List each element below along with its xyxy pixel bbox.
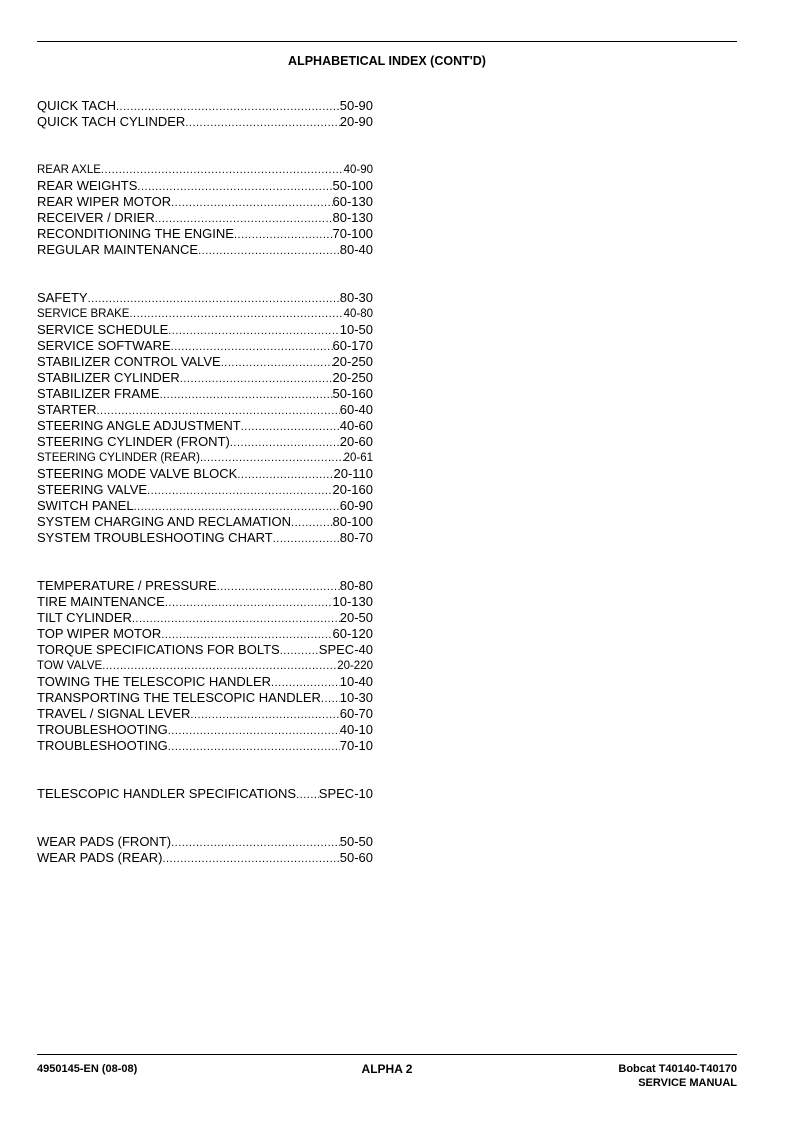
- index-term: STABILIZER CONTROL VALVE: [37, 354, 221, 369]
- index-entry: [37, 210, 373, 226]
- index-page-ref: 80-70: [339, 530, 373, 545]
- dot-leader: [129, 306, 343, 322]
- dot-leader: [168, 739, 340, 755]
- index-entry: [37, 482, 373, 498]
- header-rule: [37, 41, 737, 42]
- index-entry: [37, 178, 373, 194]
- index-page-ref: 20-160: [332, 482, 373, 497]
- index-term: STABILIZER FRAME: [37, 386, 160, 401]
- index-entry: [37, 194, 373, 210]
- index-entry: [37, 370, 373, 386]
- index-group: [37, 290, 373, 546]
- index-term: SERVICE SCHEDULE: [37, 322, 169, 337]
- index-term: TOWING THE TELESCOPIC HANDLER: [37, 674, 272, 689]
- index-term: TROUBLESHOOTING: [37, 722, 168, 737]
- dot-leader: [221, 355, 333, 371]
- index-page-ref: 10-50: [339, 322, 373, 337]
- index-term: QUICK TACH CYLINDER: [37, 114, 186, 129]
- index-entry: [37, 226, 373, 242]
- index-entry: [37, 578, 373, 594]
- index-entry: [37, 290, 373, 306]
- index-term: REAR WIPER MOTOR: [37, 194, 172, 209]
- index-page-ref: 20-90: [339, 114, 373, 129]
- dot-leader: [241, 419, 340, 435]
- index-term: TOW VALVE: [37, 660, 103, 672]
- index-entry: [37, 610, 373, 626]
- index-entry: [37, 738, 373, 754]
- manual-type: SERVICE MANUAL: [638, 1077, 737, 1089]
- index-entry: [37, 434, 373, 450]
- index-page-ref: 10-40: [339, 674, 373, 689]
- index-group: [37, 162, 373, 258]
- index-term: SERVICE SOFTWARE: [37, 338, 171, 353]
- index-entry: [37, 850, 373, 866]
- dot-leader: [217, 579, 340, 595]
- index-page-ref: 40-10: [339, 722, 373, 737]
- index-page-ref: 60-130: [332, 194, 373, 209]
- index-page-ref: 50-90: [339, 98, 373, 113]
- index-entry: [37, 242, 373, 258]
- index-term: TROUBLESHOOTING: [37, 738, 168, 753]
- dot-leader: [168, 323, 340, 339]
- footer-rule: [37, 1054, 737, 1055]
- index-page-ref: 60-70: [339, 706, 373, 721]
- dot-leader: [280, 643, 319, 659]
- index-term: STEERING CYLINDER (REAR): [37, 452, 200, 464]
- index-entry: [37, 530, 373, 546]
- index-page-ref: SPEC-40: [318, 642, 373, 657]
- index-page-ref: 60-120: [332, 626, 373, 641]
- index-term: TOP WIPER MOTOR: [37, 626, 162, 641]
- dot-leader: [101, 162, 344, 178]
- index-page-ref: SPEC-10: [318, 786, 373, 801]
- dot-leader: [168, 723, 340, 739]
- alphabetical-index: [37, 98, 373, 898]
- index-term: TRANSPORTING THE TELESCOPIC HANDLER: [37, 690, 321, 705]
- index-entry: [37, 674, 373, 690]
- index-entry: [37, 114, 373, 130]
- index-term: TRAVEL / SIGNAL LEVER: [37, 706, 191, 721]
- index-group: [37, 834, 373, 866]
- product-name: Bobcat T40140-T40170: [618, 1063, 737, 1075]
- index-page-ref: 50-50: [339, 834, 373, 849]
- dot-leader: [234, 227, 333, 243]
- dot-leader: [271, 675, 340, 691]
- index-entry: [37, 626, 373, 642]
- index-group: [37, 98, 373, 130]
- index-term: STEERING ANGLE ADJUSTMENT: [37, 418, 241, 433]
- dot-leader: [200, 450, 344, 466]
- index-page-ref: 40-60: [339, 418, 373, 433]
- dot-leader: [161, 627, 332, 643]
- dot-leader: [185, 115, 339, 131]
- index-term: TORQUE SPECIFICATIONS FOR BOLTS: [37, 642, 280, 657]
- index-page-ref: 40-80: [343, 308, 373, 320]
- index-group: [37, 578, 373, 754]
- index-entry: [37, 98, 373, 114]
- document-number: 4950145-EN (08-08): [37, 1063, 138, 1075]
- index-group: [37, 786, 373, 802]
- dot-leader: [237, 467, 333, 483]
- index-entry: [37, 834, 373, 850]
- index-page-ref: 80-30: [339, 290, 373, 305]
- index-term: RECONDITIONING THE ENGINE: [37, 226, 234, 241]
- index-page-ref: 50-100: [332, 178, 373, 193]
- index-term: STABILIZER CYLINDER: [37, 370, 180, 385]
- index-term: STEERING VALVE: [37, 482, 148, 497]
- index-page-ref: 60-170: [332, 338, 373, 353]
- index-page-ref: 20-220: [337, 660, 373, 672]
- dot-leader: [296, 787, 319, 803]
- dot-leader: [88, 291, 340, 307]
- index-term: SYSTEM CHARGING AND RECLAMATION: [37, 514, 292, 529]
- index-entry: [37, 402, 373, 418]
- index-page-ref: 60-40: [339, 402, 373, 417]
- index-entry: [37, 514, 373, 530]
- index-term: SWITCH PANEL: [37, 498, 134, 513]
- index-entry: [37, 690, 373, 706]
- dot-leader: [171, 339, 333, 355]
- product-title: [618, 1062, 737, 1090]
- index-page-ref: 70-10: [339, 738, 373, 753]
- index-entry: [37, 706, 373, 722]
- dot-leader: [116, 99, 340, 115]
- index-page-ref: 60-90: [339, 498, 373, 513]
- index-page-ref: 20-250: [332, 370, 373, 385]
- index-page-ref: 10-30: [339, 690, 373, 705]
- dot-leader: [171, 195, 332, 211]
- index-term: SERVICE BRAKE: [37, 308, 130, 320]
- dot-leader: [147, 483, 332, 499]
- index-page-ref: 70-100: [332, 226, 373, 241]
- index-page-ref: 20-110: [333, 466, 373, 481]
- dot-leader: [230, 435, 340, 451]
- dot-leader: [162, 851, 339, 867]
- page-title: ALPHABETICAL INDEX (CONT'D): [288, 54, 486, 68]
- index-term: SYSTEM TROUBLESHOOTING CHART: [37, 530, 273, 545]
- index-entry: [37, 418, 373, 434]
- dot-leader: [96, 403, 339, 419]
- index-entry: [37, 786, 373, 802]
- dot-leader: [102, 658, 337, 674]
- dot-leader: [180, 371, 333, 387]
- index-entry: [37, 466, 373, 482]
- index-term: REAR AXLE: [37, 164, 101, 176]
- dot-leader: [273, 531, 340, 547]
- index-entry: [37, 642, 373, 658]
- index-term: TELESCOPIC HANDLER SPECIFICATIONS: [37, 786, 297, 801]
- index-page-ref: 20-60: [339, 434, 373, 449]
- index-page-ref: 80-40: [339, 242, 373, 257]
- index-term: TEMPERATURE / PRESSURE: [37, 578, 217, 593]
- dot-leader: [137, 179, 332, 195]
- index-page-ref: 20-250: [332, 354, 373, 369]
- index-page-ref: 40-90: [343, 164, 373, 176]
- index-entry: [37, 498, 373, 514]
- index-page-ref: 80-130: [332, 210, 373, 225]
- index-page-ref: 20-61: [343, 452, 373, 464]
- index-entry: [37, 722, 373, 738]
- dot-leader: [198, 243, 340, 259]
- index-page-ref: 20-50: [339, 610, 373, 625]
- index-page-ref: 80-100: [332, 514, 373, 529]
- index-term: STEERING CYLINDER (FRONT): [37, 434, 230, 449]
- index-term: QUICK TACH: [37, 98, 116, 113]
- index-page-ref: 50-160: [332, 386, 373, 401]
- index-entry: [37, 338, 373, 354]
- index-entry: [37, 594, 373, 610]
- dot-leader: [190, 707, 339, 723]
- dot-leader: [291, 515, 333, 531]
- dot-leader: [132, 611, 340, 627]
- dot-leader: [165, 595, 333, 611]
- dot-leader: [171, 835, 340, 851]
- index-term: REAR WEIGHTS: [37, 178, 138, 193]
- index-page-ref: 80-80: [339, 578, 373, 593]
- index-entry: [37, 306, 373, 322]
- index-term: TIRE MAINTENANCE: [37, 594, 165, 609]
- index-term: TILT CYLINDER: [37, 610, 132, 625]
- page-label: ALPHA 2: [361, 1062, 413, 1076]
- index-term: WEAR PADS (REAR): [37, 850, 163, 865]
- index-entry: [37, 386, 373, 402]
- index-term: WEAR PADS (FRONT): [37, 834, 172, 849]
- index-term: RECEIVER / DRIER: [37, 210, 155, 225]
- index-term: STEERING MODE VALVE BLOCK: [37, 466, 238, 481]
- dot-leader: [160, 387, 333, 403]
- index-page-ref: 50-60: [339, 850, 373, 865]
- index-term: REGULAR MAINTENANCE: [37, 242, 199, 257]
- index-entry: [37, 658, 373, 674]
- dot-leader: [134, 499, 340, 515]
- index-entry: [37, 450, 373, 466]
- index-entry: [37, 322, 373, 338]
- index-term: STARTER: [37, 402, 97, 417]
- index-entry: [37, 162, 373, 178]
- index-entry: [37, 354, 373, 370]
- dot-leader: [155, 211, 333, 227]
- index-page-ref: 10-130: [332, 594, 373, 609]
- index-term: SAFETY: [37, 290, 88, 305]
- dot-leader: [321, 691, 340, 707]
